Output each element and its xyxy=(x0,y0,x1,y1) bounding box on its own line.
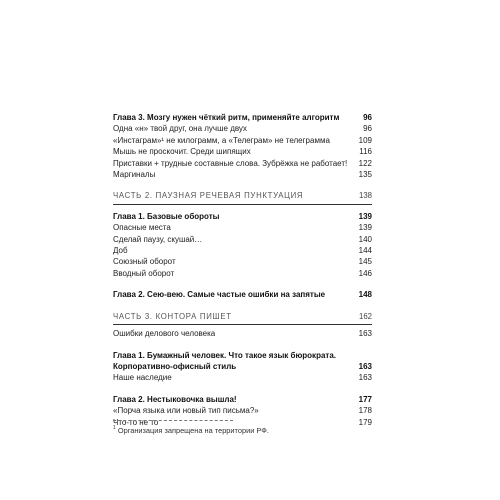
toc-title: Наше наследие xyxy=(113,373,172,383)
toc-page-number: 122 xyxy=(358,158,372,168)
toc-item xyxy=(113,328,372,339)
toc-item xyxy=(113,372,372,383)
toc-item xyxy=(113,158,372,169)
toc-part xyxy=(113,190,372,201)
toc-page-number: 148 xyxy=(358,290,372,300)
toc-title: Сделай паузу, скушай… xyxy=(113,234,203,244)
toc-title: Вводный оборот xyxy=(113,268,175,278)
toc-title: Ошибки делового человека xyxy=(113,329,216,339)
toc-chapter xyxy=(113,394,372,405)
footnote-mark: 1 xyxy=(113,425,116,431)
toc-title: Приставки + трудные составные слова. Зубрёжка не работает! xyxy=(113,158,348,168)
chapter-gap xyxy=(113,279,372,289)
chapter-gap xyxy=(113,340,372,350)
footnote-separator xyxy=(113,420,233,421)
toc-title: Союзный оборот xyxy=(113,257,176,267)
toc-title: Одна «н» твой друг, она лучше двух xyxy=(113,124,247,134)
toc-page-number: 138 xyxy=(358,191,372,201)
toc-title: Опасные места xyxy=(113,223,171,233)
toc-item xyxy=(113,123,372,134)
toc-page-number: 163 xyxy=(358,329,372,339)
toc-page-number: 135 xyxy=(358,170,372,180)
toc-chapter xyxy=(113,211,372,222)
toc-page-number: 163 xyxy=(358,373,372,383)
toc-page-number: 177 xyxy=(358,394,372,404)
toc-page-number: 144 xyxy=(358,246,372,256)
footnote-text xyxy=(113,426,372,435)
toc-page-number: 139 xyxy=(358,211,372,221)
part-underline xyxy=(113,204,372,205)
toc-chapter xyxy=(113,112,372,123)
toc-title: Мышь не проскочит. Среди шипящих xyxy=(113,147,251,157)
chapter-gap xyxy=(113,384,372,394)
toc-title: Глава 1. Базовые обороты xyxy=(113,211,220,221)
toc-chapter xyxy=(113,361,372,372)
toc-title: Корпоративно-офисный стиль xyxy=(113,361,237,371)
toc-item xyxy=(113,245,372,256)
toc-title: Глава 1. Бумажный человек. Что такое язык бюрократа. xyxy=(113,350,336,360)
toc-item xyxy=(113,146,372,157)
toc-title: ЧАСТЬ 2. ПАУЗНАЯ РЕЧЕВАЯ ПУНКТУАЦИЯ xyxy=(113,191,304,201)
toc-page-number: 162 xyxy=(358,311,372,321)
table-of-contents xyxy=(113,112,372,428)
toc-title: Глава 3. Мозгу нужен чёткий ритм, применяйте алгоритм xyxy=(113,113,340,122)
toc-page-number: 178 xyxy=(358,406,372,416)
part-underline xyxy=(113,324,372,325)
toc-title: Маргиналы xyxy=(113,170,156,180)
toc-page-number: 109 xyxy=(358,135,372,145)
toc-title: «Инстаграм»¹ не килограмм, а «Телеграм» не телеграмма xyxy=(113,135,330,145)
footnote xyxy=(113,420,372,435)
toc-chapter xyxy=(113,350,372,361)
toc-part xyxy=(113,311,372,322)
toc-title: Доб xyxy=(113,246,128,256)
toc-page-number: 146 xyxy=(358,268,372,278)
toc-item xyxy=(113,256,372,267)
toc-page-number: 179 xyxy=(358,417,372,427)
toc-page-number: 145 xyxy=(358,257,372,267)
toc-chapter xyxy=(113,289,372,300)
section-gap xyxy=(113,180,372,190)
toc-title: Глава 2. Нестыковочка вышла! xyxy=(113,394,237,404)
section-gap xyxy=(113,301,372,311)
toc-page-number: 96 xyxy=(363,113,372,122)
toc-title: Глава 2. Сею-вею. Самые частые ошибки на запятые xyxy=(113,290,326,300)
toc-page-number: 116 xyxy=(359,147,372,157)
toc-page-number: 96 xyxy=(363,124,372,134)
footnote-body: Организация запрещена на территории РФ. xyxy=(115,426,269,435)
toc-item xyxy=(113,169,372,180)
toc-title: Что-то не то xyxy=(113,417,159,427)
toc-title: ЧАСТЬ 3. КОНТОРА ПИШЕТ xyxy=(113,311,232,321)
toc-page-number: 140 xyxy=(358,234,372,244)
toc-title: «Порча языка или новый тип письма?» xyxy=(113,406,259,416)
toc-item xyxy=(113,405,372,416)
toc-item xyxy=(113,222,372,233)
toc-page-number: 139 xyxy=(358,223,372,233)
toc-item xyxy=(113,135,372,146)
toc-page-number: 163 xyxy=(358,361,372,371)
toc-item xyxy=(113,268,372,279)
toc-item xyxy=(113,234,372,245)
